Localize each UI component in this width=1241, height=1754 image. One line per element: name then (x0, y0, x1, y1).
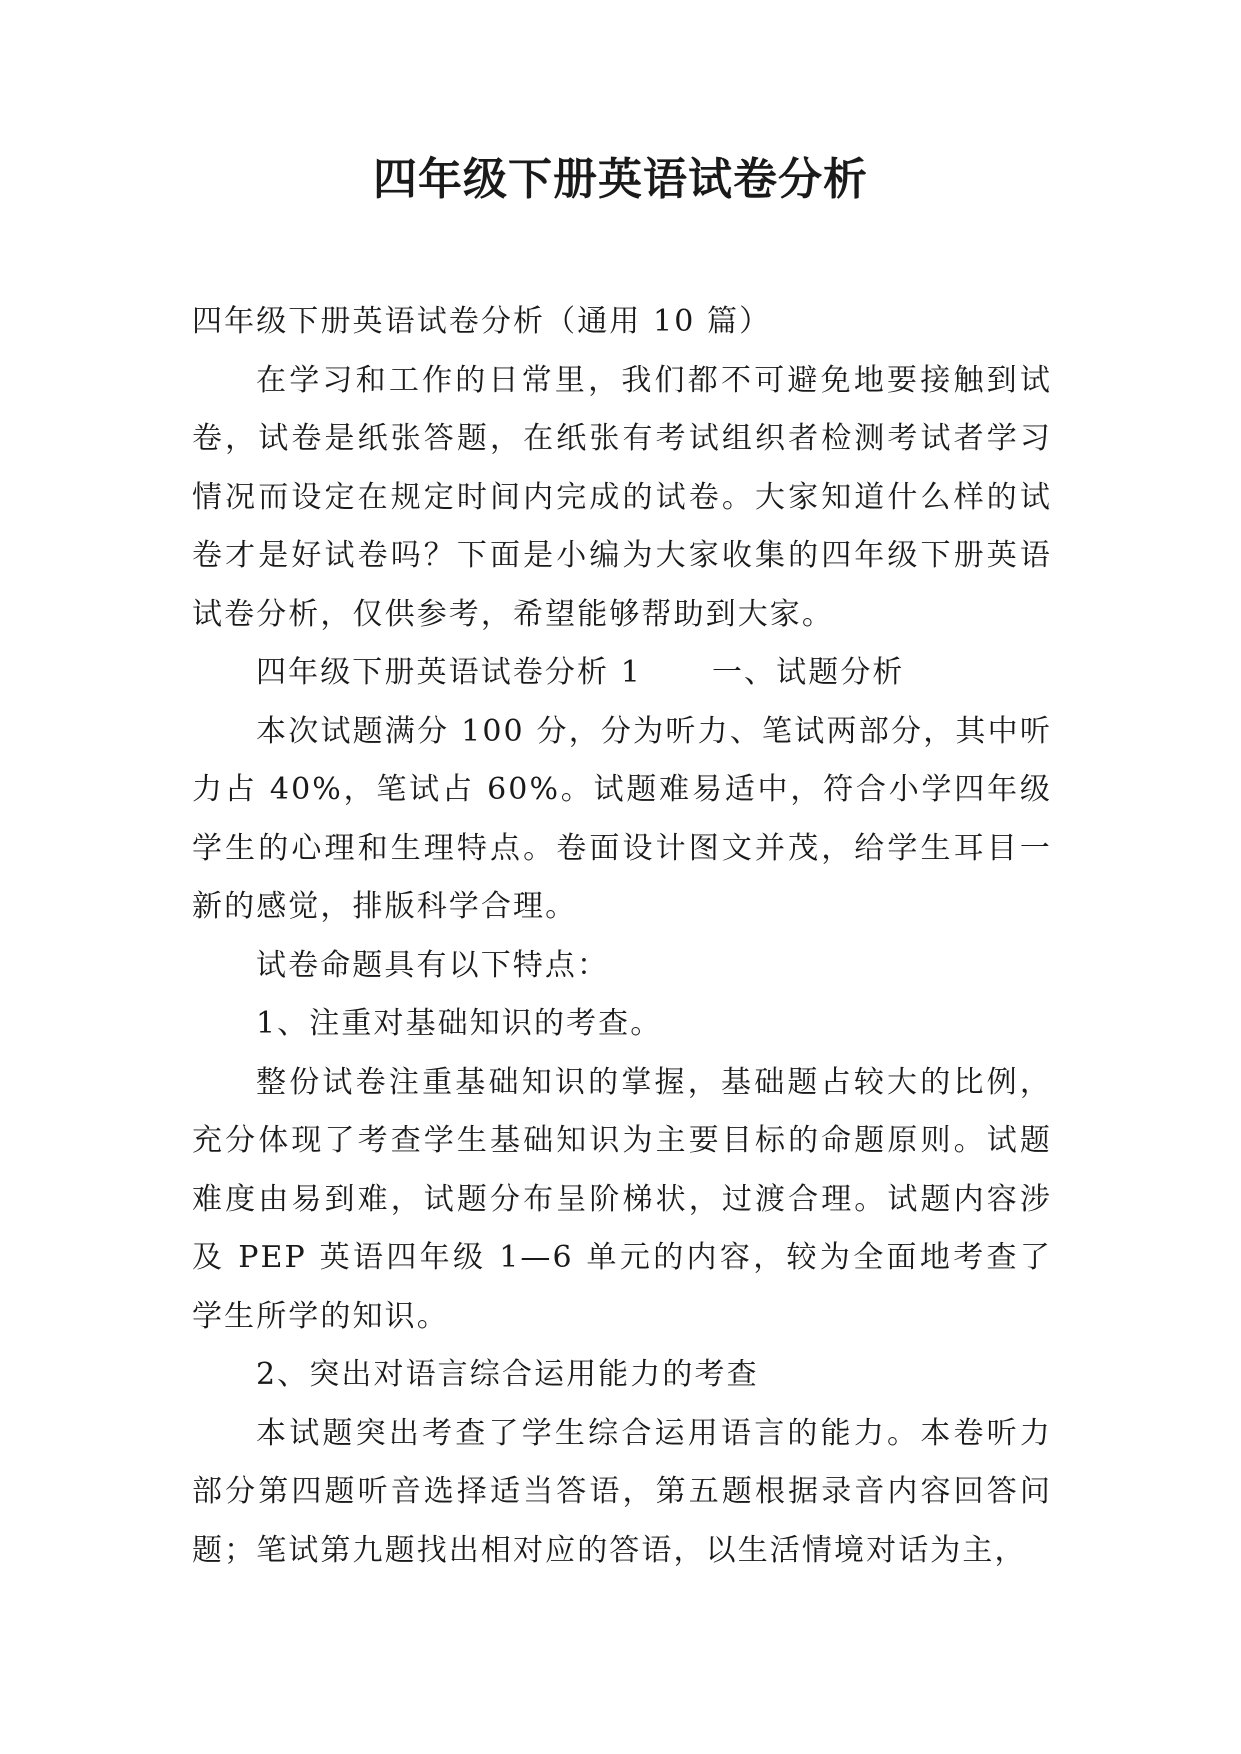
analysis-paragraph: 本次试题满分 100 分，分为听力、笔试两部分，其中听力占 40%，笔试占 60%。试题难易适中，符合小学四年级学生的心理和生理特点。卷面设计图文并茂，给学生耳目一新的感觉，排版科学合理。 (192, 713, 1052, 924)
section-part-heading: 一、试题分析 (711, 655, 905, 690)
feature-1-body: 整份试卷注重基础知识的掌握，基础题占较大的比例，充分体现了考查学生基础知识为主要目标的命题原则。试题难度由易到难，试题分布呈阶梯状，过渡合理。试题内容涉及 PEP 英语四年级 1—6 单元的内容，较为全面地考查了学生所学的知识。 (192, 1064, 1052, 1334)
document-body (192, 293, 1052, 1580)
document-title: 四年级下册英语试卷分析 (373, 154, 868, 205)
intro-paragraph: 在学习和工作的日常里，我们都不可避免地要接触到试卷，试卷是纸张答题，在纸张有考试组织者检测考试者学习情况而设定在规定时间内完成的试卷。大家知道什么样的试卷才是好试卷吗？下面是小编为大家收集的四年级下册英语试卷分析，仅供参考，希望能够帮助到大家。 (192, 362, 1052, 632)
document-subtitle: 四年级下册英语试卷分析（通用 10 篇） (192, 304, 772, 339)
feature-1-title: 1、注重对基础知识的考查。 (256, 1006, 663, 1041)
feature-2-body: 本试题突出考查了学生综合运用语言的能力。本卷听力部分第四题听音选择适当答语，第五题根据录音内容回答问题；笔试第九题找出相对应的答语，以生活情境对话为主， (192, 1415, 1052, 1568)
feature-2-title: 2、突出对语言综合运用能力的考查 (256, 1357, 759, 1392)
features-intro: 试卷命题具有以下特点： (256, 947, 610, 983)
section-heading-line (192, 644, 1052, 703)
section-heading: 四年级下册英语试卷分析 1 (256, 655, 642, 690)
